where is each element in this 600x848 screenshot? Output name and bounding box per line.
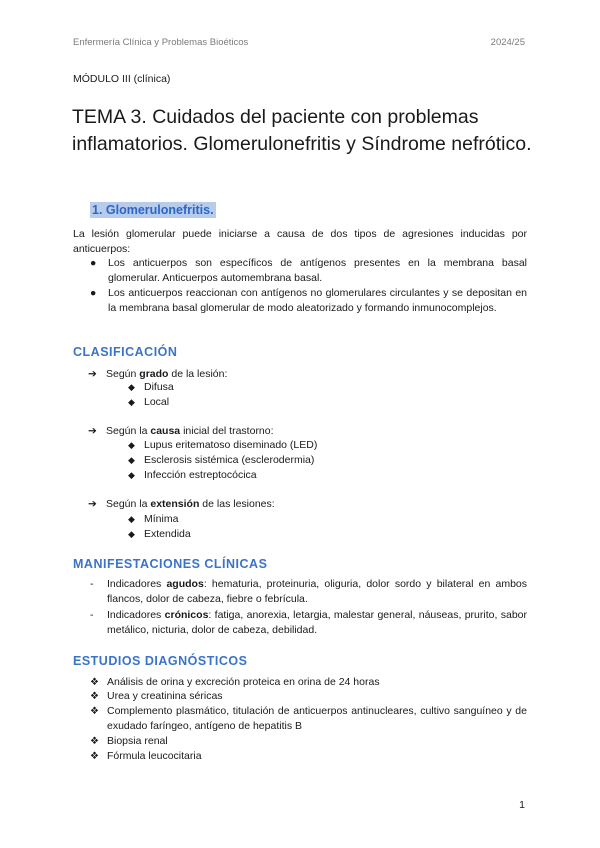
- list-item: - Indicadores agudos: hematuria, proteinuria, oliguria, dolor sordo y bilateral en ambos flancos, dolor de cabeza, fiebre o febrícula.: [90, 578, 528, 605]
- diamond-icon: ◆: [128, 470, 135, 480]
- list-item: ❖ Complemento plasmático, titulación de anticuerpos antinucleares, cultivo sanguíneo y de exudado faríngeo, antígeno de hepatitis B: [90, 705, 527, 732]
- header-year: 2024/25: [490, 37, 525, 48]
- list-item: ❖ Análisis de orina y excreción proteica en orina de 24 horas: [90, 676, 380, 688]
- diamond-icon: ◆: [128, 529, 135, 539]
- module-label: MÓDULO III (clínica): [73, 73, 171, 85]
- heading-clasificacion: CLASIFICACIÓN: [73, 345, 178, 359]
- intro-bullet-list: [90, 256, 527, 316]
- list-item: ◆ Infección estreptocócica: [128, 469, 257, 481]
- header-course: Enfermería Clínica y Problemas Bioéticos: [73, 37, 249, 48]
- list-item: ❖ Biopsia renal: [90, 735, 168, 747]
- diamond-icon: ◆: [128, 455, 135, 465]
- list-item: ◆ Difusa: [128, 381, 174, 393]
- diamond-icon: ◆: [128, 514, 135, 524]
- bullet-icon: ●: [90, 257, 97, 269]
- list-item: ❖ Fórmula leucocitaria: [90, 750, 202, 762]
- arrow-right-icon: ➔: [88, 425, 97, 437]
- list-item: ◆ Esclerosis sistémica (esclerodermia): [128, 454, 315, 466]
- arrow-right-icon: ➔: [88, 498, 97, 510]
- star-bullet-icon: ❖: [90, 706, 99, 717]
- list-item: - Indicadores crónicos: fatiga, anorexia, letargia, malestar general, náuseas, prurito, sabor metálico, nicturia, dolor de cabeza, debilidad.: [90, 609, 527, 636]
- classification-group-causa: ➔ Según la causa inicial del trastorno:: [88, 425, 274, 437]
- star-bullet-icon: ❖: [90, 736, 99, 747]
- arrow-right-icon: ➔: [88, 368, 97, 380]
- heading-estudios: ESTUDIOS DIAGNÓSTICOS: [73, 654, 248, 668]
- star-bullet-icon: ❖: [90, 691, 99, 702]
- intro-paragraph: La lesión glomerular puede iniciarse a causa de dos tipos de agresiones inducidas por anticuerpos:: [73, 228, 527, 255]
- list-item: ❖ Urea y creatinina séricas: [90, 690, 223, 702]
- classification-group-extension: ➔ Según la extensión de las lesiones:: [88, 498, 275, 510]
- list-item: ◆ Extendida: [128, 528, 191, 540]
- section-heading-glomerulonefritis: [90, 203, 216, 217]
- diamond-icon: ◆: [128, 382, 135, 392]
- classification-group-grado: ➔ Según grado de la lesión:: [88, 368, 228, 380]
- dash-bullet-icon: -: [90, 578, 94, 590]
- bullet-icon: ●: [90, 287, 97, 299]
- diamond-icon: ◆: [128, 397, 135, 407]
- list-item: ◆ Lupus eritematoso diseminado (LED): [128, 439, 318, 451]
- list-item: ◆ Local: [128, 396, 170, 408]
- star-bullet-icon: ❖: [90, 677, 99, 688]
- list-item: ● Los anticuerpos son específicos de antígenos presentes en la membrana basal glomerular. Anticuerpos automembrana basal.: [90, 257, 527, 284]
- list-item: ◆ Mínima: [128, 513, 179, 525]
- star-bullet-icon: ❖: [90, 751, 99, 762]
- list-item: ● Los anticuerpos reaccionan con antígenos no glomerulares circulantes y se depositan en la membrana basal glomerular de modo aleatorizado y formando inmunocomplejos.: [90, 287, 527, 314]
- page-number: 1: [519, 799, 525, 811]
- page-title: TEMA 3. Cuidados del paciente con problemas inflamatorios. Glomerulonefritis y Síndrome nefrótico.: [72, 106, 532, 155]
- heading-manifestaciones: MANIFESTACIONES CLÍNICAS: [73, 557, 268, 571]
- diamond-icon: ◆: [128, 440, 135, 450]
- section-heading-text: 1. Glomerulonefritis.: [92, 203, 214, 217]
- dash-bullet-icon: -: [90, 609, 94, 621]
